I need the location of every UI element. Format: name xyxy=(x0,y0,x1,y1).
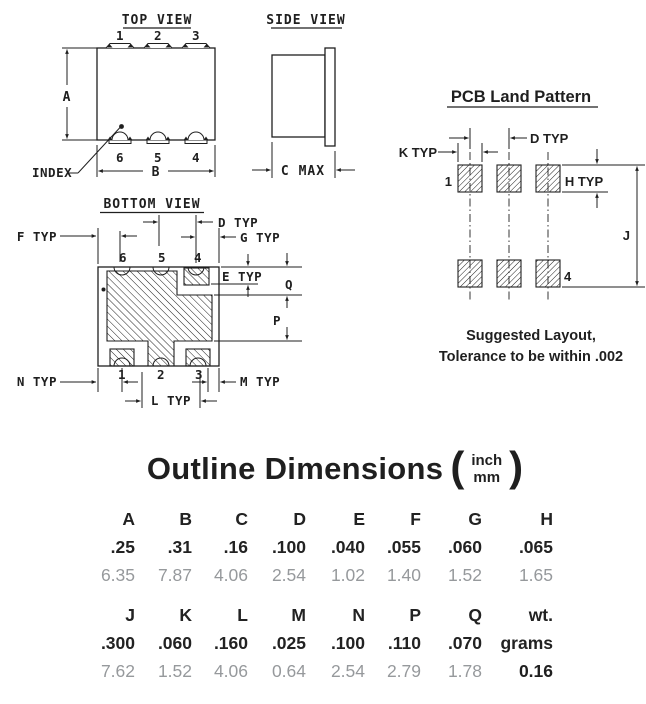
unit-inch: inch xyxy=(471,451,503,469)
bottom-view xyxy=(17,197,302,408)
pin-label: 3 xyxy=(194,367,204,382)
table-mm-row xyxy=(60,561,560,589)
dim-g-label: G TYP xyxy=(240,230,281,245)
inch-value: .065 xyxy=(518,536,553,557)
table-mm-row xyxy=(60,657,560,685)
dim-c-label: C MAX xyxy=(280,164,326,179)
layout-note-line1: Suggested Layout, xyxy=(466,328,596,344)
inch-value: .100 xyxy=(271,536,306,557)
dim-l-label: L TYP xyxy=(150,393,192,408)
table-header-row xyxy=(60,505,560,533)
outline-dimensions-heading xyxy=(12,443,646,490)
land-dim-j-label: J xyxy=(622,228,630,243)
land-dim-h xyxy=(562,149,645,208)
mm-value: 1.52 xyxy=(447,564,482,585)
mm-value: 2.54 xyxy=(271,564,306,585)
mm-value: 4.06 xyxy=(213,564,248,585)
col-header: N xyxy=(352,604,365,625)
side-view xyxy=(252,13,355,179)
col-header: G xyxy=(468,508,482,529)
pin-label: 4 xyxy=(193,250,203,265)
table-inch-row xyxy=(60,533,560,561)
top-view xyxy=(32,13,215,180)
col-header: A xyxy=(122,508,135,529)
col-header: K xyxy=(179,604,192,625)
mm-value: 1.02 xyxy=(330,564,365,585)
inch-value: .055 xyxy=(386,536,421,557)
paren-close: ) xyxy=(509,443,524,490)
mm-value: 0.64 xyxy=(271,660,306,681)
pin-label: 5 xyxy=(153,150,163,165)
dim-a-label: A xyxy=(62,90,72,105)
bottom-view-title: BOTTOM VIEW xyxy=(103,197,201,212)
col-header: L xyxy=(237,604,248,625)
mm-value: 1.40 xyxy=(386,564,421,585)
pin-label: 6 xyxy=(118,250,128,265)
dim-e-label: E TYP xyxy=(222,269,263,284)
dim-c xyxy=(252,142,355,179)
inch-value: .160 xyxy=(213,632,248,653)
inch-value: .060 xyxy=(157,632,192,653)
index-dot xyxy=(119,124,124,129)
land-pin-1: 1 xyxy=(444,174,452,189)
col-header: M xyxy=(291,604,306,625)
dimensions-table-group2 xyxy=(60,601,560,685)
land-pattern-title: PCB Land Pattern xyxy=(450,88,592,106)
land-pin-4: 4 xyxy=(564,269,572,284)
top-view-bottom-terminals xyxy=(108,132,208,144)
pin-label: 4 xyxy=(191,150,201,165)
dim-d-label: D TYP xyxy=(218,215,259,230)
inch-value: .025 xyxy=(271,632,306,653)
dimensions-table-group1 xyxy=(60,505,560,589)
dim-n-label: N TYP xyxy=(16,374,57,389)
inch-value: .300 xyxy=(100,632,135,653)
dim-a xyxy=(62,48,97,140)
top-view-title: TOP VIEW xyxy=(121,13,193,28)
mm-value: 4.06 xyxy=(213,660,248,681)
col-header: C xyxy=(235,508,248,529)
dim-q-label: Q xyxy=(284,277,294,292)
col-header: B xyxy=(179,508,192,529)
pad-4 xyxy=(184,268,209,285)
land-dim-k xyxy=(399,143,498,162)
dim-l xyxy=(125,372,217,408)
top-view-body xyxy=(97,48,215,140)
mm-value: 1.52 xyxy=(157,660,192,681)
mm-value: 1.78 xyxy=(447,660,482,681)
dim-b-label: B xyxy=(151,165,161,180)
mm-value: 6.35 xyxy=(100,564,135,585)
unit-mm: mm xyxy=(473,468,501,486)
col-header: J xyxy=(125,604,135,625)
inch-value: .060 xyxy=(447,536,482,557)
inch-value: .16 xyxy=(223,536,248,557)
top-view-top-terminals xyxy=(106,44,210,49)
weight-value: 0.16 xyxy=(518,660,553,681)
side-view-terminal xyxy=(325,48,335,146)
pcb-land-pattern xyxy=(399,88,645,365)
dim-m xyxy=(192,368,280,392)
index-label: INDEX xyxy=(32,165,73,180)
layout-note-line2: Tolerance to be within .002 xyxy=(438,349,624,365)
side-view-title: SIDE VIEW xyxy=(266,13,346,28)
land-dim-k-label: K TYP xyxy=(398,145,437,160)
pin-label: 6 xyxy=(115,150,125,165)
pin-label: 5 xyxy=(157,250,167,265)
mm-value: 7.87 xyxy=(157,564,192,585)
land-dim-d-label: D TYP xyxy=(530,131,569,146)
outline-dimensions-title: Outline Dimensions xyxy=(146,450,444,486)
pin-label: 1 xyxy=(117,367,127,382)
weight-unit-label: grams xyxy=(500,632,553,653)
col-header: Q xyxy=(468,604,482,625)
dim-f-label: F TYP xyxy=(16,229,57,244)
side-view-body xyxy=(272,55,325,137)
col-header: D xyxy=(293,508,306,529)
pin-label: 1 xyxy=(115,28,125,43)
dim-eqp xyxy=(211,253,302,341)
table-header-row xyxy=(60,601,560,629)
col-header: wt. xyxy=(528,604,553,625)
dim-m-label: M TYP xyxy=(240,374,281,389)
inch-value: .040 xyxy=(330,536,365,557)
col-header: H xyxy=(540,508,553,529)
inch-value: .31 xyxy=(167,536,192,557)
pin-label: 3 xyxy=(191,28,201,43)
col-header: F xyxy=(410,508,421,529)
mm-value: 2.54 xyxy=(330,660,365,681)
col-header: E xyxy=(353,508,365,529)
land-dim-d xyxy=(449,128,569,149)
index-dot-bottom xyxy=(102,288,106,292)
inch-value: .110 xyxy=(387,632,421,653)
land-dim-h-label: H TYP xyxy=(564,174,604,189)
unit-stack xyxy=(471,452,502,487)
inch-value: .25 xyxy=(110,536,135,557)
mm-value: 7.62 xyxy=(100,660,135,681)
dim-p-label: P xyxy=(272,313,282,328)
inch-value: .100 xyxy=(330,632,365,653)
mm-value: 2.79 xyxy=(386,660,421,681)
table-inch-row xyxy=(60,629,560,657)
paren-open: ( xyxy=(450,443,465,490)
pin-label: 2 xyxy=(153,28,163,43)
col-header: P xyxy=(409,604,421,625)
pin-label: 2 xyxy=(156,367,166,382)
inch-value: .070 xyxy=(447,632,482,653)
mm-value: 1.65 xyxy=(518,564,553,585)
